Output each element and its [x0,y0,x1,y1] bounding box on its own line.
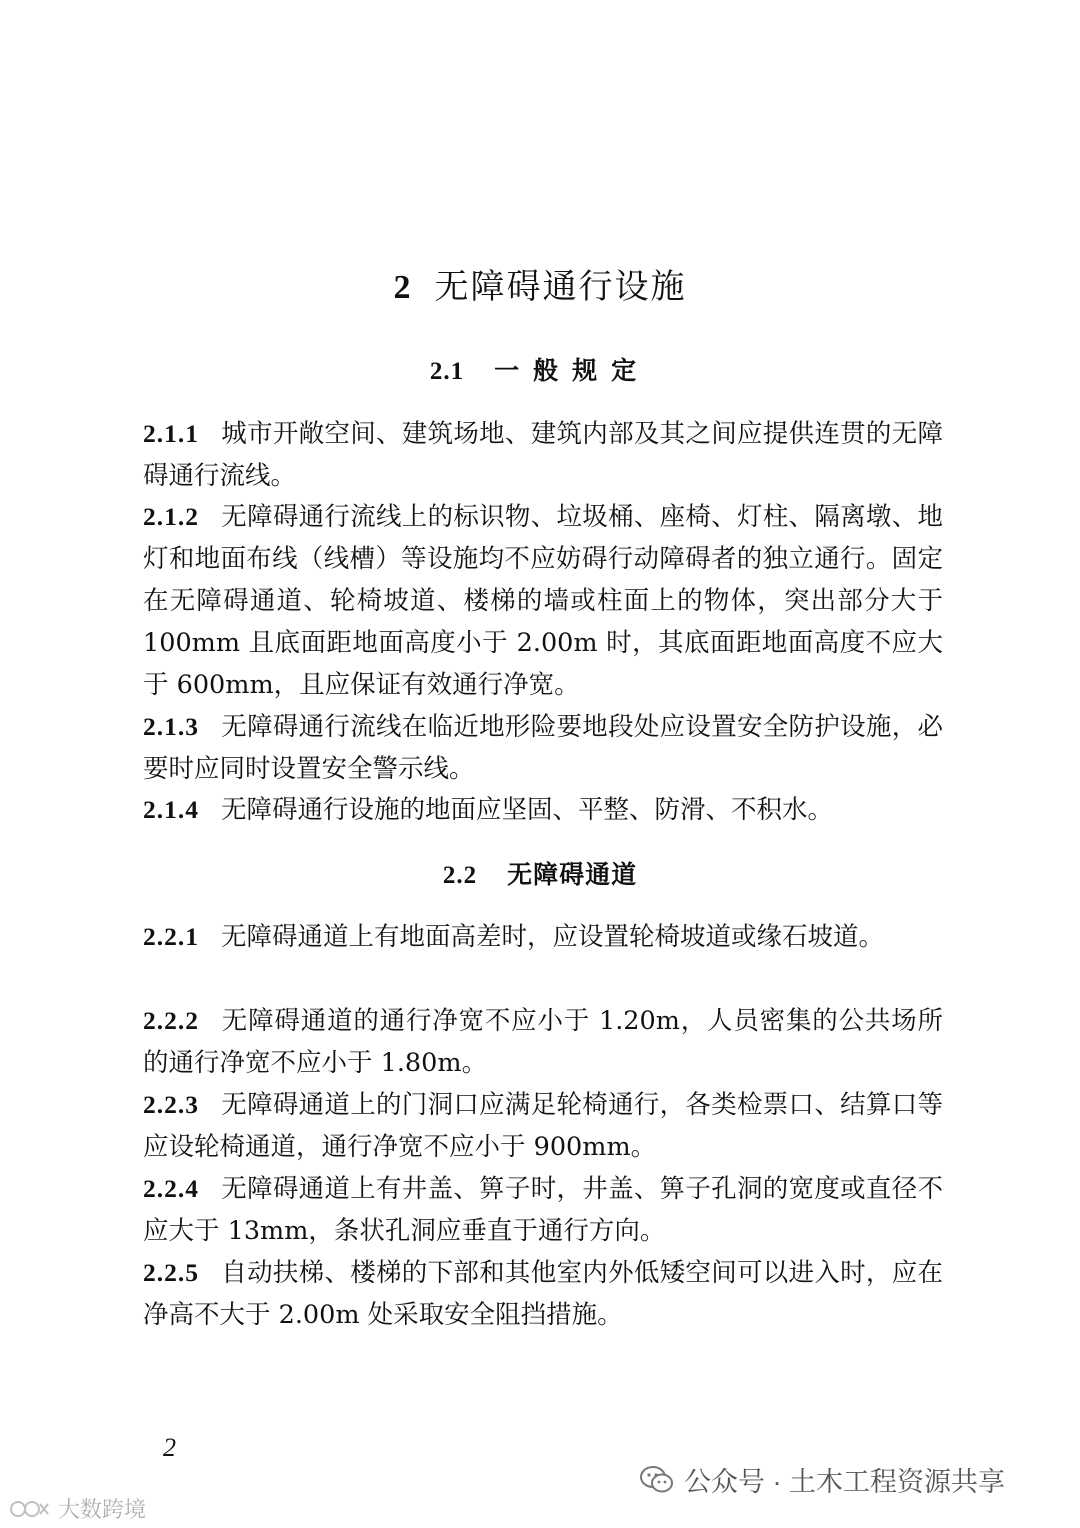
clause-number: 2.2.1 [143,922,199,951]
clause-2-2-5 [143,1252,943,1336]
clause-2-1-3 [143,706,943,790]
section-heading-2-1 [0,351,1080,392]
clause-number: 2.2.2 [143,1006,199,1035]
clause-text: 城市开敞空间、建筑场地、建筑内部及其之间应提供连贯的无障碍通行流线。 [143,419,943,491]
clause-number: 2.2.5 [143,1258,199,1287]
clause-2-2-3 [143,1084,943,1168]
clause-2-2-4 [143,1168,943,1252]
brand-logo-icon [8,1498,52,1520]
clause-number: 2.1.1 [143,419,199,448]
clause-number: 2.1.3 [143,712,199,741]
footer-source-text: 公众号 · 土木工程资源共享 [684,1467,1005,1497]
clause-text: 无障碍通道上有井盖、箅子时，井盖、箅子孔洞的宽度或直径不应大于 13mm，条状孔洞应垂直于通行方向。 [143,1174,943,1246]
clause-text: 无障碍通行设施的地面应坚固、平整、防滑、不积水。 [221,795,834,825]
section-number: 2.2 [442,862,478,889]
section-title-text: 一般规定 [494,356,651,385]
footer-source [640,1460,1005,1499]
clause-number: 2.1.2 [143,502,199,531]
clause-text: 无障碍通道上有地面高差时，应设置轮椅坡道或缘石坡道。 [221,922,885,952]
clause-text: 无障碍通道的通行净宽不应小于 1.20m，人员密集的公共场所的通行净宽不应小于 1.80m。 [143,1006,943,1078]
wechat-icon [640,1465,674,1495]
clause-2-2-1 [143,916,943,958]
clause-number: 2.2.3 [143,1090,199,1119]
chapter-title-text: 无障碍通行设施 [434,267,687,307]
section-heading-2-2 [0,855,1080,896]
page-number: 2 [163,1433,176,1462]
clause-2-1-4 [143,789,943,831]
watermark-text: 大数跨境 [58,1497,147,1522]
section-number: 2.1 [429,358,465,385]
clause-text: 无障碍通行流线在临近地形险要地段处应设置安全防护设施，必要时应同时设置安全警示线。 [143,712,943,784]
chapter-title [0,262,1080,313]
clause-2-2-2 [143,1000,943,1084]
clause-text: 无障碍通道上的门洞口应满足轮椅通行，各类检票口、结算口等应设轮椅通道，通行净宽不应小于 900mm。 [143,1090,943,1162]
clause-2-1-1 [143,413,943,497]
clause-text: 自动扶梯、楼梯的下部和其他室内外低矮空间可以进入时，应在净高不大于 2.00m 处采取安全阻挡措施。 [143,1258,943,1330]
clause-number: 2.1.4 [143,795,199,824]
section-title-text: 无障碍通道 [507,860,638,889]
clause-number: 2.2.4 [143,1174,199,1203]
clause-2-1-2 [143,496,943,706]
watermark [8,1493,146,1524]
chapter-number: 2 [393,269,413,306]
clause-text: 无障碍通行流线上的标识物、垃圾桶、座椅、灯柱、隔离墩、地灯和地面布线（线槽）等设施均不应妨碍行动障碍者的独立通行。固定在无障碍通道、轮椅坡道、楼梯的墙或柱面上的物体，突出部分大于 100mm 且底面距地面高度小于 2.00m 时，其底面距地面高度不应大于 600mm，且应保证有效通行净宽。 [143,502,943,700]
